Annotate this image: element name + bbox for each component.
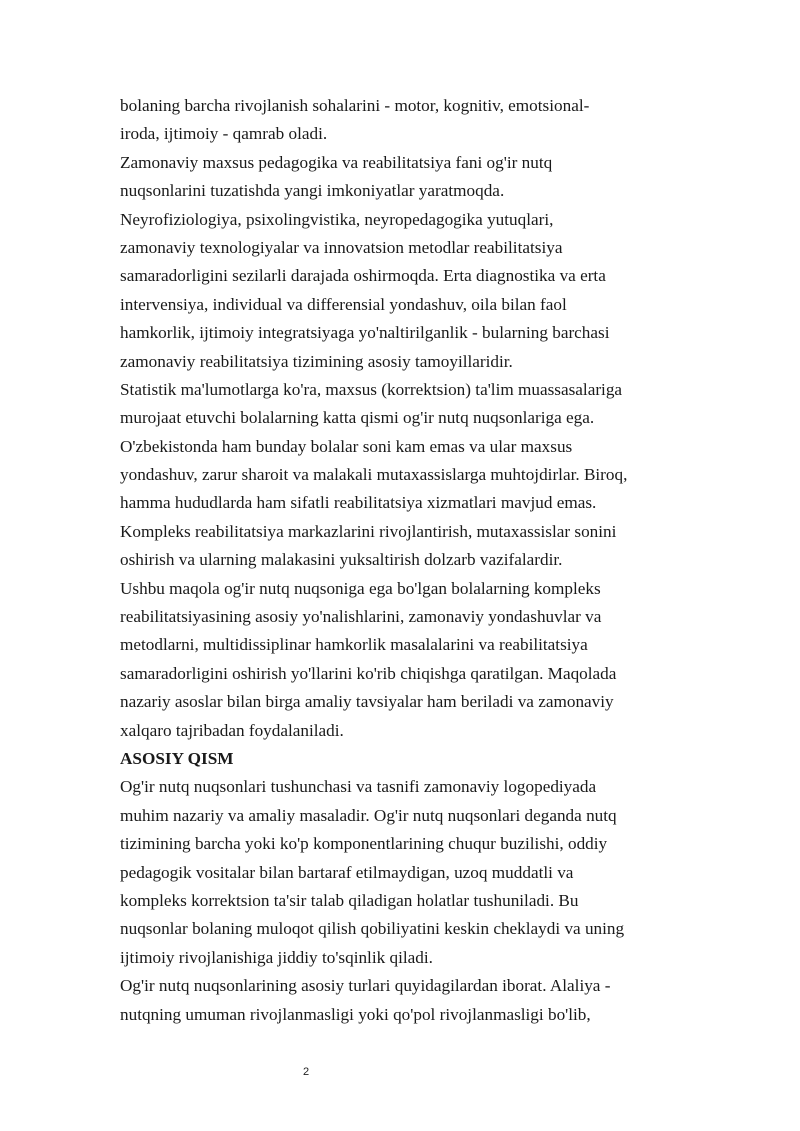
text-line: tizimining barcha yoki ko'p komponentlarining chuqur buzilishi, oddiy — [120, 834, 608, 854]
text-line: Ushbu maqola og'ir nutq nuqsoniga ega bo'lgan bolalarning kompleks — [120, 578, 601, 598]
text-line: metodlarni, multidissiplinar hamkorlik masalalarini va reabilitatsiya — [120, 635, 588, 655]
section-heading: ASOSIY QISM — [120, 748, 234, 768]
text-line: reabilitatsiyasining asosiy yo'nalishlarini, zamonaviy yondashuvlar va — [120, 607, 602, 627]
text-line: nutqning umuman rivojlanmasligi yoki qo'pol rivojlanmasligi bo'lib, — [120, 1004, 591, 1024]
page-number: 2 — [302, 1066, 310, 1078]
text-line: bolaning barcha rivojlanish sohalarini - motor, kognitiv, emotsional- — [120, 96, 590, 115]
text-line: intervensiya, individual va differensial yondashuv, oila bilan faol — [120, 294, 567, 314]
text-line: muhim nazariy va amaliy masaladir. Og'ir nutq nuqsonlari deganda nutq — [120, 805, 617, 825]
text-line: O'zbekistonda ham bunday bolalar soni kam emas va ular maxsus — [120, 436, 573, 456]
text-line: oshirish va ularning malakasini yuksaltirish dolzarb vazifalardir. — [120, 550, 563, 570]
text-line: samaradorligini oshirish yo'llarini ko'rib chiqishga qaratilgan. Maqolada — [120, 663, 617, 683]
text-line: Og'ir nutq nuqsonlarining asosiy turlari quyidagilardan iborat. Alaliya - — [120, 976, 611, 996]
text-line: Og'ir nutq nuqsonlari tushunchasi va tasnifi zamonaviy logopediyada — [120, 777, 597, 797]
text-line: hamkorlik, ijtimoiy integratsiyaga yo'naltirilganlik - bularning barchasi — [120, 323, 610, 343]
text-line: ijtimoiy rivojlanishiga jiddiy to'sqinlik qiladi. — [120, 947, 433, 967]
text-line: xalqaro tajribadan foydalaniladi. — [120, 720, 344, 740]
text-line: nuqsonlar bolaning muloqot qilish qobiliyatini keskin cheklaydi va uning — [120, 919, 625, 939]
text-line: samaradorligini sezilarli darajada oshirmoqda. Erta diagnostika va erta — [120, 266, 606, 286]
text-line: hamma hududlarda ham sifatli reabilitatsiya xizmatlari mavjud emas. — [120, 493, 597, 513]
text-line: nuqsonlarini tuzatishda yangi imkoniyatlar yaratmoqda. — [120, 181, 505, 201]
text-line: Kompleks reabilitatsiya markazlarini rivojlantirish, mutaxassislar sonini — [120, 521, 617, 541]
text-line: zamonaviy reabilitatsiya tizimining asosiy tamoyillaridir. — [120, 351, 513, 371]
text-line: murojaat etuvchi bolalarning katta qismi og'ir nutq nuqsonlariga ega. — [120, 408, 595, 428]
text-line: nazariy asoslar bilan birga amaliy tavsiyalar ham beriladi va zamonaviy — [120, 692, 614, 712]
text-line: iroda, ijtimoiy - qamrab oladi. — [120, 124, 328, 144]
text-line: kompleks korrektsion ta'sir talab qiladigan holatlar tushuniladi. Bu — [120, 890, 579, 910]
text-line: pedagogik vositalar bilan bartaraf etilmaydigan, uzoq muddatli va — [120, 862, 574, 882]
text-line: yondashuv, zarur sharoit va malakali mutaxassislarga muhtojdirlar. Biroq, — [120, 465, 628, 485]
document-body — [120, 92, 692, 1029]
text-line: Statistik ma'lumotlarga ko'ra, maxsus (korrektsion) ta'lim muassasalariga — [120, 379, 623, 399]
text-line: Neyrofiziologiya, psixolingvistika, neyropedagogika yutuqlari, — [120, 209, 554, 229]
text-line: zamonaviy texnologiyalar va innovatsion metodlar reabilitatsiya — [120, 237, 563, 257]
text-line: Zamonaviy maxsus pedagogika va reabilitatsiya fani og'ir nutq — [120, 152, 553, 172]
